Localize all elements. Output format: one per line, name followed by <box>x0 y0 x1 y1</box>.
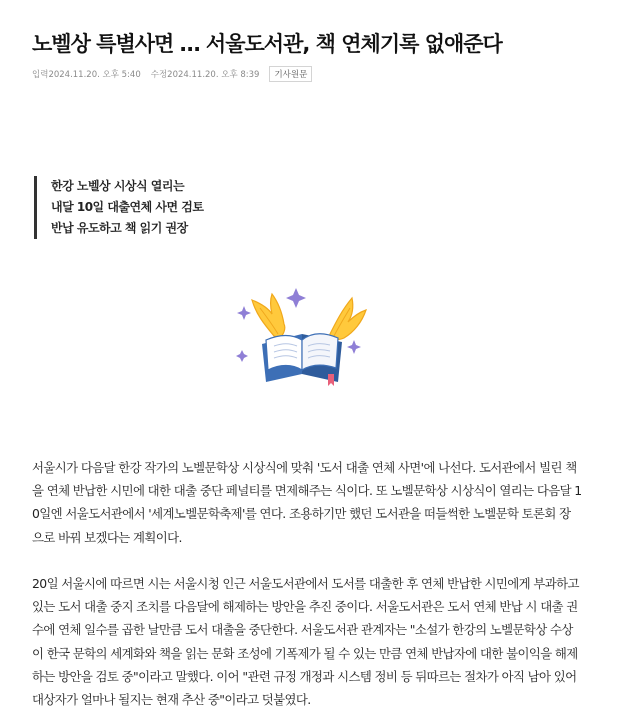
input-label: 입력 <box>32 70 49 80</box>
original-article-button[interactable]: 기사원문 <box>269 66 312 82</box>
subheading-line: 반납 유도하고 책 읽기 권장 <box>51 221 188 235</box>
paragraph-line: 대상자가 얼마나 될지는 현재 추산 중"이라고 덧붙였다. <box>32 692 311 708</box>
paragraph-line: 20일 서울시에 따르면 시는 서울시청 인근 서울도서관에서 도서를 대출한 후 연체 반납한 시민에게 부과하고 <box>32 576 579 591</box>
modified-time: 2024.11.20. 오후 8:39 <box>167 70 260 80</box>
article-meta <box>32 66 312 82</box>
paragraph-line: 서울시가 다음달 한강 작가의 노벨문학상 시상식에 맞춰 '도서 대출 연체 사면'에 나선다. 도서관에서 빌린 책 <box>32 460 577 475</box>
subheading-line: 내달 10일 대출연체 사면 검토 <box>51 200 204 214</box>
flying-book-icon <box>226 278 376 388</box>
modified-label: 수정 <box>150 70 168 80</box>
subheading-line: 한강 노벨상 시상식 열리는 <box>51 179 185 193</box>
paragraph-line: 있는 도서 대출 중지 조치를 다음달에 해제하는 방안을 추진 중이다. 서울도서관은 도서 연체 반납 시 대출 권 <box>32 599 578 615</box>
article-subheadings <box>34 176 351 239</box>
input-time: 2024.11.20. 오후 5:40 <box>48 70 141 80</box>
article-headline: 노벨상 특별사면 … 서울도서관, 책 연체기록 없애준다 <box>32 32 502 56</box>
paragraph-line: 하는 방안을 검토 중"이라고 말했다. 이어 "관련 규정 개정과 시스템 정비 등 뒤따르는 절차가 아직 남아 있어 <box>32 668 577 684</box>
right-wing-icon <box>330 298 366 340</box>
paragraph-line: 으로 바꿔 보겠다는 계획이다. <box>32 529 182 545</box>
paragraph-line: 수에 연체 일수를 곱한 날만큼 도서 대출을 중단한다. 서울도서관 관계자는 "소설가 한강의 노벨문학상 수상 <box>32 622 573 638</box>
paragraph-line: 을 연체 반납한 시민에 대한 대출 중단 페널티를 면제해주는 식이다. 또 노벨문학상 시상식이 열리는 다음달 1 <box>32 483 582 499</box>
left-wing-icon <box>252 294 285 338</box>
paragraph-line: 0일엔 서울도서관에서 '세계노벨문학축제'를 연다. 조용하기만 했던 도서관을 떠들썩한 노벨문학 토론회 장 <box>32 506 571 522</box>
bookmark-ribbon-icon <box>328 374 334 386</box>
paragraph-line: 이 한국 문학의 세계화와 책을 읽는 문화 조성에 기폭제가 될 수 있는 만큼 연체 반납자에 대한 불이익을 해제 <box>32 645 578 661</box>
article-paragraph <box>32 456 620 549</box>
article-paragraph <box>32 572 620 711</box>
